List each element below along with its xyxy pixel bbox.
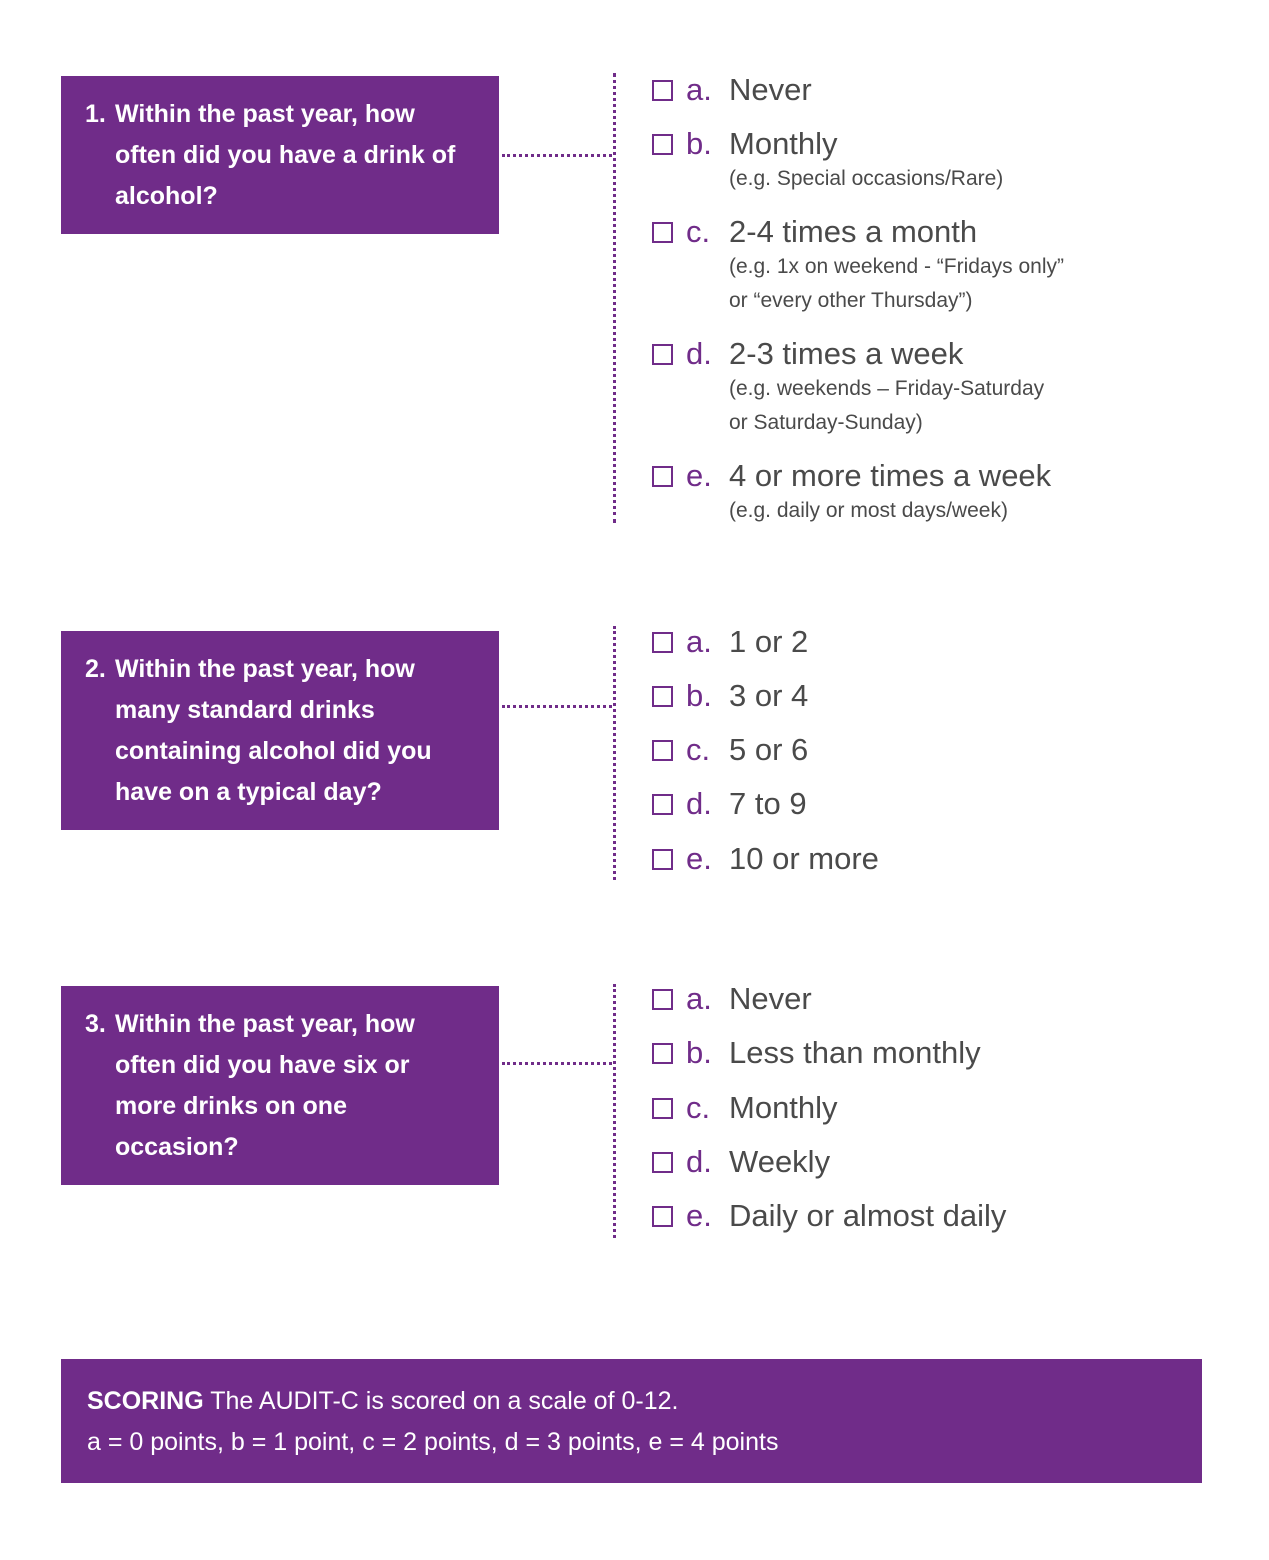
- option-letter: c.: [686, 1090, 711, 1125]
- option-letter: e.: [686, 1198, 712, 1233]
- checkbox[interactable]: [652, 1098, 673, 1119]
- checkbox[interactable]: [652, 80, 673, 101]
- option-letter: b.: [686, 678, 712, 713]
- option-letter: a.: [686, 72, 712, 107]
- connector-dots: [502, 705, 612, 708]
- option-note: (e.g. Special occasions/Rare): [729, 167, 1004, 190]
- options-divider: [613, 73, 616, 523]
- question-1-box: [61, 76, 499, 234]
- checkbox[interactable]: [652, 1206, 673, 1227]
- scoring-box: [61, 1359, 1202, 1483]
- option-note: (e.g. 1x on weekend - “Fridays only” or “every other Thursday”): [729, 255, 1064, 312]
- option-q2-a[interactable]: [652, 624, 1212, 660]
- option-q3-d[interactable]: [652, 1144, 1212, 1180]
- option-letter: b.: [686, 1035, 712, 1070]
- option-q2-c[interactable]: [652, 732, 1212, 768]
- option-label: Daily or almost daily: [729, 1198, 1007, 1233]
- option-q2-d[interactable]: [652, 786, 1212, 822]
- option-letter: c.: [686, 732, 711, 767]
- connector-dots: [502, 1062, 612, 1065]
- option-label: 5 or 6: [729, 732, 809, 767]
- option-label: Monthly: [729, 126, 838, 161]
- option-q1-c[interactable]: [652, 214, 1212, 318]
- scoring-title: SCORING: [87, 1387, 204, 1415]
- option-q3-b[interactable]: [652, 1035, 1212, 1071]
- option-q1-e[interactable]: [652, 458, 1212, 528]
- option-letter: b.: [686, 126, 712, 161]
- option-label: 4 or more times a week: [729, 458, 1052, 493]
- option-label: Never: [729, 981, 812, 1016]
- option-q1-d[interactable]: [652, 336, 1212, 440]
- options-divider: [613, 626, 616, 880]
- option-q3-a[interactable]: [652, 981, 1212, 1017]
- option-label: 7 to 9: [729, 786, 807, 821]
- option-letter: a.: [686, 624, 712, 659]
- question-number: 2.: [85, 655, 106, 683]
- option-letter: a.: [686, 981, 712, 1016]
- option-note: (e.g. weekends – Friday-Saturday or Saturday-Sunday): [729, 377, 1045, 434]
- option-q1-b[interactable]: [652, 126, 1212, 196]
- question-text: Within the past year, how often did you have a drink of alcohol?: [115, 100, 456, 210]
- question-text: Within the past year, how many standard drinks containing alcohol did you have on a typical day?: [115, 655, 432, 806]
- option-label: 3 or 4: [729, 678, 809, 713]
- connector-dots: [502, 154, 612, 157]
- question-number: 1.: [85, 100, 106, 128]
- option-letter: d.: [686, 786, 712, 821]
- option-note: (e.g. daily or most days/week): [729, 499, 1008, 522]
- question-number: 3.: [85, 1010, 106, 1038]
- checkbox[interactable]: [652, 989, 673, 1010]
- checkbox[interactable]: [652, 466, 673, 487]
- option-letter: c.: [686, 214, 711, 249]
- option-label: Weekly: [729, 1144, 831, 1179]
- checkbox[interactable]: [652, 134, 673, 155]
- checkbox[interactable]: [652, 740, 673, 761]
- option-q3-c[interactable]: [652, 1090, 1212, 1126]
- option-label: 2-4 times a month: [729, 214, 978, 249]
- option-label: 2-3 times a week: [729, 336, 964, 371]
- checkbox[interactable]: [652, 344, 673, 365]
- option-label: 1 or 2: [729, 624, 809, 659]
- checkbox[interactable]: [652, 632, 673, 653]
- option-label: Monthly: [729, 1090, 838, 1125]
- option-q2-e[interactable]: [652, 841, 1212, 877]
- checkbox[interactable]: [652, 794, 673, 815]
- scoring-description: The AUDIT-C is scored on a scale of 0-12.: [210, 1387, 679, 1415]
- option-q1-a[interactable]: [652, 72, 1212, 108]
- scoring-line-1: [87, 1381, 1176, 1422]
- option-q2-b[interactable]: [652, 678, 1212, 714]
- option-label: Less than monthly: [729, 1035, 981, 1070]
- checkbox[interactable]: [652, 686, 673, 707]
- question-2-box: [61, 631, 499, 830]
- checkbox[interactable]: [652, 222, 673, 243]
- option-q3-e[interactable]: [652, 1198, 1212, 1234]
- option-label: 10 or more: [729, 841, 879, 876]
- option-letter: e.: [686, 458, 712, 493]
- question-text: Within the past year, how often did you have six or more drinks on one occasion?: [115, 1010, 415, 1161]
- option-letter: d.: [686, 1144, 712, 1179]
- question-3-box: [61, 986, 499, 1185]
- option-letter: e.: [686, 841, 712, 876]
- option-label: Never: [729, 72, 812, 107]
- options-divider: [613, 984, 616, 1238]
- checkbox[interactable]: [652, 1152, 673, 1173]
- checkbox[interactable]: [652, 849, 673, 870]
- scoring-line-2: a = 0 points, b = 1 point, c = 2 points, d = 3 points, e = 4 points: [87, 1428, 779, 1456]
- option-letter: d.: [686, 336, 712, 371]
- checkbox[interactable]: [652, 1043, 673, 1064]
